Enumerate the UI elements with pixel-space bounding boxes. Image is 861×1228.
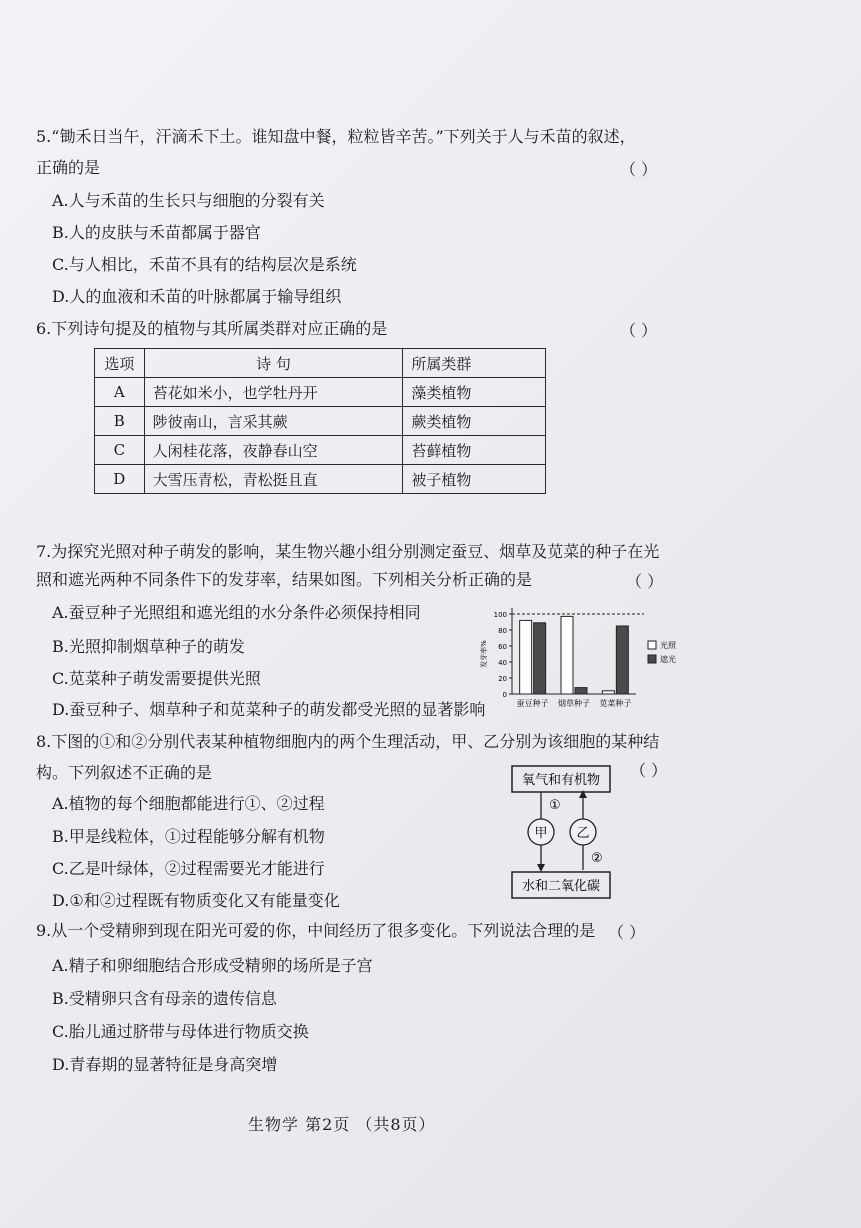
table-cell: D: [95, 465, 145, 494]
q5-option-a: A.人与禾苗的生长只与细胞的分裂有关: [52, 191, 325, 210]
q5-answer-paren[interactable]: （ ）: [620, 160, 658, 179]
table-cell: 大雪压青松，青松挺且直: [144, 465, 403, 494]
q7-option-c: C.苋菜种子萌发需要提供光照: [52, 669, 261, 688]
q7-stem-line2: 照和遮光两种不同条件下的发芽率，结果如图。下列相关分析正确的是: [36, 570, 533, 589]
q9-option-c: C.胎儿通过脐带与母体进行物质交换: [52, 1022, 309, 1041]
process-1-label: ①: [549, 798, 561, 813]
q5-stem-line1: 5.“锄禾日当午，汗滴禾下土。谁知盘中餐，粒粒皆辛苦。”下列关于人与禾苗的叙述，: [36, 127, 636, 146]
page-footer: 生物学 第2页 （共8页）: [248, 1115, 436, 1134]
germination-bar-chart: [476, 600, 696, 718]
q7-option-a: A.蚕豆种子光照组和遮光组的水分条件必须保持相同: [52, 603, 421, 622]
table-cell: A: [95, 378, 145, 407]
category-label: 蚕豆种子: [516, 699, 549, 708]
table-cell: 苔花如米小，也学牡丹开: [144, 378, 403, 407]
table-cell: 藻类植物: [403, 378, 546, 407]
poem-table: [94, 348, 546, 494]
oxygen-organics-text: 氧气和有机物: [521, 773, 601, 788]
legend-label: 遮光: [660, 655, 676, 664]
q8-option-b: B.甲是线粒体，①过程能够分解有机物: [52, 827, 325, 846]
q6-stem: 6.下列诗句提及的植物与其所属类群对应正确的是: [36, 319, 388, 338]
legend-swatch: [648, 655, 656, 663]
bar-light-0: [520, 620, 532, 694]
q9-answer-paren[interactable]: （ ）: [608, 923, 646, 942]
y-tick-label: 20: [498, 675, 507, 683]
process-2-label: ②: [591, 851, 603, 866]
bar-dark-1: [575, 688, 587, 694]
bar-dark-2: [616, 626, 628, 694]
cell-process-diagram: [508, 764, 616, 900]
y-tick-label: 0: [502, 691, 507, 699]
y-tick-label: 60: [498, 643, 507, 651]
table-header-row: [95, 349, 546, 378]
q8-stem-line1: 8.下图的①和②分别代表某种植物细胞内的两个生理活动，甲、乙分别为该细胞的某种结: [36, 732, 660, 751]
table-cell: 苔藓植物: [403, 436, 546, 465]
q7-option-d: D.蚕豆种子、烟草种子和苋菜种子的萌发都受光照的显著影响: [52, 700, 486, 719]
q8-stem-line2: 构。下列叙述不正确的是: [36, 763, 213, 782]
bar-light-2: [602, 691, 614, 694]
legend-swatch: [648, 641, 656, 649]
q9-option-a: A.精子和卵细胞结合形成受精卵的场所是子宫: [52, 956, 373, 975]
table-row: [95, 407, 546, 436]
bar-dark-0: [534, 623, 546, 694]
q8-option-d: D.①和②过程既有物质变化又有能量变化: [52, 891, 340, 910]
table-cell: 蕨类植物: [403, 407, 546, 436]
q9-stem: 9.从一个受精卵到现在阳光可爱的你，中间经历了很多变化。下列说法合理的是: [36, 921, 596, 940]
table-row: [95, 436, 546, 465]
q9-option-d: D.青春期的显著特征是身高突增: [52, 1055, 278, 1074]
category-label: 苋菜种子: [599, 699, 632, 708]
table-cell: 被子植物: [403, 465, 546, 494]
q9-option-b: B.受精卵只含有母亲的遗传信息: [52, 989, 277, 1008]
table-cell: 人闲桂花落，夜静春山空: [144, 436, 403, 465]
q8-option-c: C.乙是叶绿体，②过程需要光才能进行: [52, 859, 325, 878]
table-row: [95, 465, 546, 494]
q5-option-b: B.人的皮肤与禾苗都属于器官: [52, 223, 261, 242]
table-header-cell: 诗 句: [144, 349, 403, 378]
jia-label: 甲: [534, 826, 548, 841]
right-arrow-head: [579, 790, 587, 798]
q7-stem-line1: 7.为探究光照对种子萌发的影响，某生物兴趣小组分别测定蚕豆、烟草及苋菜的种子在光: [36, 542, 660, 561]
bar-light-1: [561, 616, 573, 694]
yi-label: 乙: [576, 826, 590, 841]
water-co2-text: 水和二氧化碳: [521, 879, 601, 894]
table-cell: B: [95, 407, 145, 436]
y-tick-label: 100: [493, 611, 507, 619]
left-arrow-head: [537, 864, 545, 872]
q8-option-a: A.植物的每个细胞都能进行①、②过程: [52, 794, 325, 813]
y-axis-label: 发芽率%: [480, 640, 488, 668]
q6-answer-paren[interactable]: （ ）: [620, 321, 658, 340]
table-header-cell: 所属类群: [403, 349, 546, 378]
q7-answer-paren[interactable]: （ ）: [626, 572, 664, 591]
table-cell: 陟彼南山，言采其蕨: [144, 407, 403, 436]
q8-answer-paren[interactable]: （ ）: [630, 761, 668, 780]
y-tick-label: 80: [498, 627, 507, 635]
q5-option-d: D.人的血液和禾苗的叶脉都属于输导组织: [52, 287, 342, 306]
table-row: [95, 378, 546, 407]
q7-option-b: B.光照抑制烟草种子的萌发: [52, 637, 245, 656]
y-tick-label: 40: [498, 659, 507, 667]
q5-option-c: C.与人相比，禾苗不具有的结构层次是系统: [52, 255, 357, 274]
legend-label: 光照: [660, 641, 676, 650]
table-cell: C: [95, 436, 145, 465]
table-header-cell: 选项: [95, 349, 145, 378]
q5-stem-line2: 正确的是: [36, 158, 101, 177]
category-label: 烟草种子: [558, 699, 590, 708]
